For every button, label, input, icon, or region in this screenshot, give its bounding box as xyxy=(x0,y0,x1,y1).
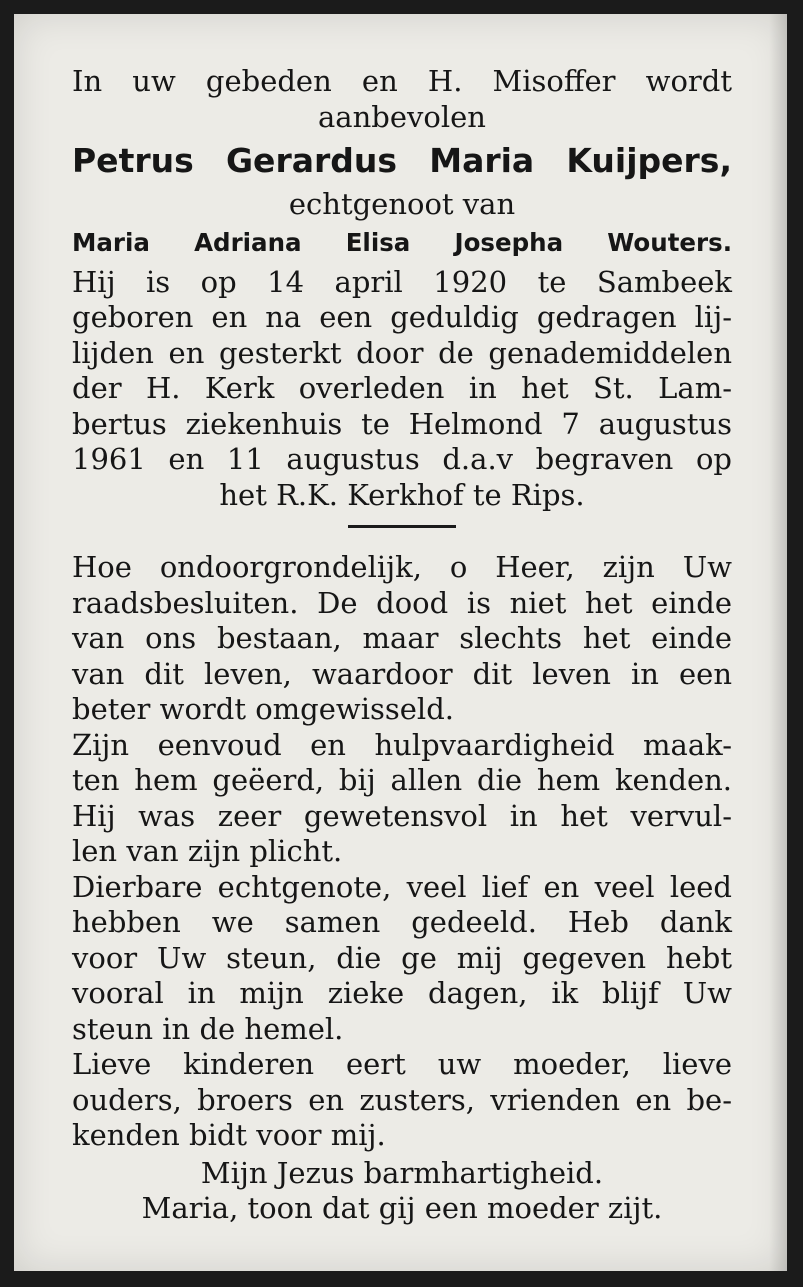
memorial-card xyxy=(14,14,787,1271)
bio-line: Hij is op 14 april 1920 te Sambeek xyxy=(72,264,732,299)
text-line: van ons bestaan, maar slechts het einde xyxy=(72,621,732,655)
text-line: beter wordt omgewisseld. xyxy=(72,692,454,726)
deceased-name: Petrus Gerardus Maria Kuijpers, xyxy=(72,141,732,180)
text-line: voor Uw steun, die ge mij gegeven hebt xyxy=(72,940,732,975)
text-line: raadsbesluiten. De dood is niet het einde xyxy=(72,585,732,620)
text-line: steun in de hemel. xyxy=(72,1011,344,1046)
text-line: van dit leven, waardoor dit leven in een xyxy=(72,656,732,691)
text-line: Dierbare echtgenote, veel lief en veel leed xyxy=(72,869,732,904)
closing-line-2: Maria, toon dat gij een moeder zijt. xyxy=(141,1191,663,1225)
text-line: Hij was zeer gewetensvol in het vervul- xyxy=(72,798,732,833)
bio-line: 1961 en 11 augustus d.a.v begraven op xyxy=(72,442,732,476)
text-line: ten hem geëerd, bij allen die hem kenden. xyxy=(72,763,732,797)
text-line: Lieve kinderen eert uw moeder, lieve xyxy=(72,1047,732,1081)
intro-line-2: aanbevolen xyxy=(318,99,486,134)
divider-rule xyxy=(348,525,456,528)
bio-line: der H. Kerk overleden in het St. Lam- xyxy=(72,371,732,405)
card-text xyxy=(72,64,732,1227)
closing-line-1: Mijn Jezus barmhartigheid. xyxy=(200,1155,604,1190)
text-line: len van zijn plicht. xyxy=(72,834,343,868)
intro-line-1: In uw gebeden en H. Misoffer wordt xyxy=(72,64,732,98)
bio-line: bertus ziekenhuis te Helmond 7 augustus xyxy=(72,406,732,441)
text-line: Hoe ondoorgrondelijk, o Heer, zijn Uw xyxy=(72,550,732,584)
biography xyxy=(72,265,732,514)
text-line: vooral in mijn zieke dagen, ik blijf Uw xyxy=(72,976,732,1010)
relation-label: echtgenoot van xyxy=(288,187,516,221)
bio-line: lijden en gesterkt door de genademiddelen xyxy=(72,335,732,370)
text-line: ouders, broers en zusters, vrienden en be- xyxy=(72,1082,732,1117)
text-line: Zijn eenvoud en hulpvaardigheid maak- xyxy=(72,727,732,762)
bio-line: geboren en na een geduldig gedragen lij- xyxy=(72,300,732,334)
text-line: hebben we samen gedeeld. Heb dank xyxy=(72,905,732,939)
memorial-text xyxy=(72,550,732,1154)
text-line: kenden bidt voor mij. xyxy=(72,1118,386,1152)
spouse-name: Maria Adriana Elisa Josepha Wouters. xyxy=(72,227,732,257)
bio-line-last: het R.K. Kerkhof te Rips. xyxy=(219,477,585,512)
